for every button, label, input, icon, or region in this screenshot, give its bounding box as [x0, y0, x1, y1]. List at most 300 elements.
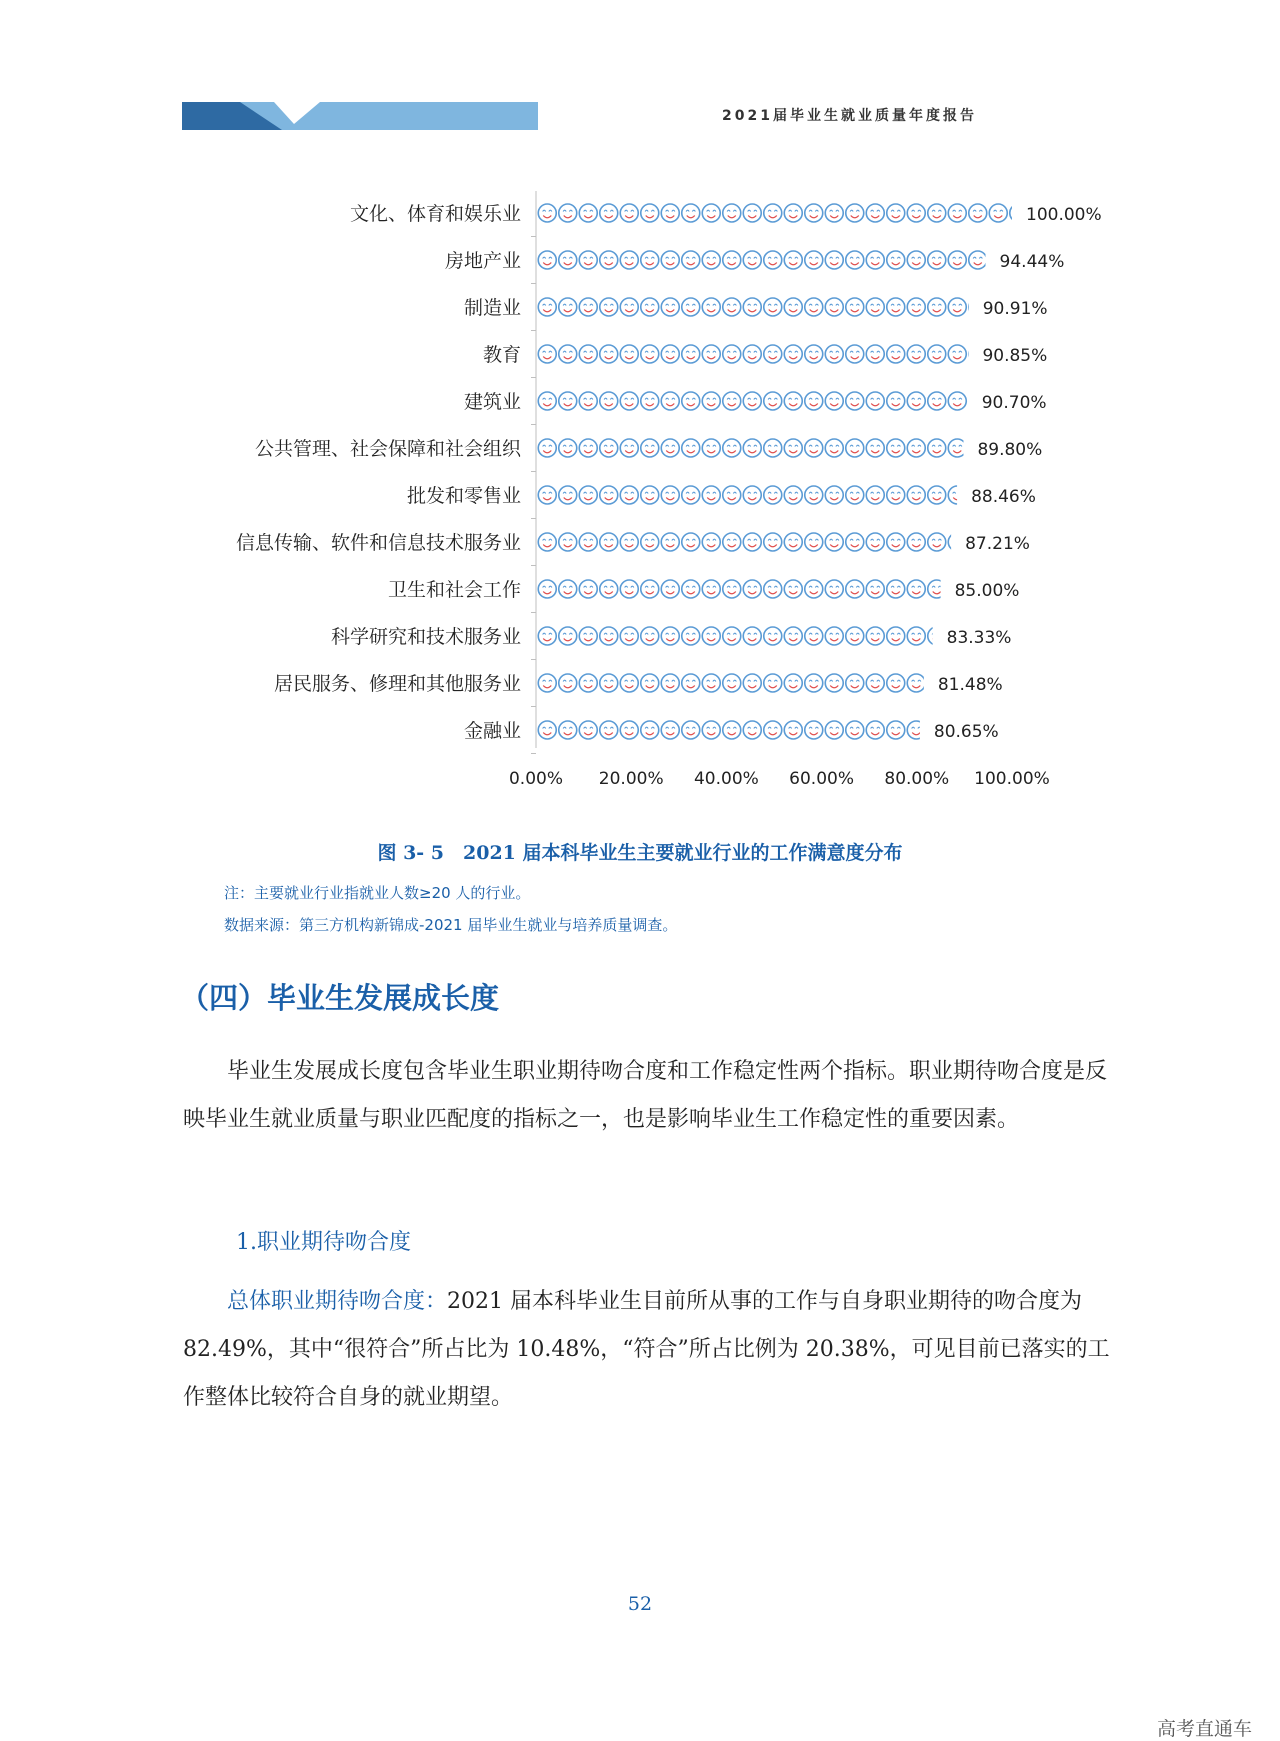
smiley-face-icon	[579, 298, 597, 316]
header-decor-band	[182, 102, 538, 130]
smiley-face-icon	[805, 298, 823, 316]
smiley-face-icon	[805, 627, 823, 645]
smiley-face-icon	[682, 627, 700, 645]
subsection-heading: 1.职业期待吻合度	[236, 1230, 411, 1255]
smiley-face-icon	[764, 721, 782, 739]
smiley-face-icon	[600, 204, 618, 222]
smiley-face-icon	[743, 580, 761, 598]
smiley-face-icon	[538, 533, 556, 551]
smiley-face-icon	[559, 298, 577, 316]
category-label: 教育	[482, 344, 521, 366]
smiley-face-icon	[600, 392, 618, 410]
value-label: 83.33%	[946, 628, 1012, 648]
smiley-face-icon	[559, 439, 577, 457]
smiley-face-icon	[989, 204, 1007, 222]
smiley-face-icon	[620, 674, 638, 692]
smiley-face-icon	[579, 392, 597, 410]
smiley-face-icon	[538, 439, 556, 457]
smiley-face-icon	[579, 721, 597, 739]
bar	[538, 627, 966, 645]
figure-note: 注：主要就业行业指就业人数≥20 人的行业。	[224, 884, 531, 902]
smiley-face-icon	[846, 533, 864, 551]
smiley-face-icon	[805, 674, 823, 692]
x-tick-label: 20.00%	[598, 769, 664, 789]
smiley-face-icon	[887, 627, 905, 645]
smiley-face-icon	[723, 251, 741, 269]
smiley-face-icon	[743, 674, 761, 692]
smiley-face-icon	[620, 298, 638, 316]
smiley-face-icon	[948, 486, 966, 504]
smiley-face-icon	[907, 580, 925, 598]
smiley-face-icon	[559, 721, 577, 739]
smiley-face-icon	[559, 486, 577, 504]
smiley-face-icon	[538, 298, 556, 316]
value-label: 88.46%	[971, 487, 1036, 507]
section-paragraph	[183, 1048, 1113, 1144]
smiley-face-icon	[743, 345, 761, 363]
smiley-face-icon	[620, 204, 638, 222]
smiley-face-icon	[907, 533, 925, 551]
smiley-face-icon	[764, 627, 782, 645]
x-tick-label: 100.00%	[974, 769, 1050, 789]
smiley-face-icon	[559, 533, 577, 551]
smiley-face-icon	[682, 251, 700, 269]
smiley-face-icon	[641, 251, 659, 269]
category-label: 科学研究和技术服务业	[330, 626, 521, 648]
smiley-face-icon	[661, 580, 679, 598]
smiley-face-icon	[805, 486, 823, 504]
smiley-face-icon	[743, 627, 761, 645]
smiley-face-icon	[825, 345, 843, 363]
smiley-face-icon	[846, 439, 864, 457]
smiley-face-icon	[620, 486, 638, 504]
smiley-face-icon	[846, 580, 864, 598]
bar	[538, 486, 987, 504]
smiley-face-icon	[682, 486, 700, 504]
smiley-face-icon	[948, 251, 966, 269]
smiley-face-icon	[579, 251, 597, 269]
smiley-face-icon	[784, 627, 802, 645]
category-label: 建筑业	[463, 391, 521, 413]
smiley-face-icon	[743, 204, 761, 222]
smiley-face-icon	[866, 627, 884, 645]
smiley-face-icon	[641, 298, 659, 316]
smiley-face-icon	[866, 345, 884, 363]
smiley-face-icon	[723, 580, 741, 598]
smiley-face-icon	[805, 580, 823, 598]
bar	[538, 580, 966, 598]
category-label: 信息传输、软件和信息技术服务业	[235, 532, 521, 554]
smiley-face-icon	[600, 251, 618, 269]
smiley-face-icon	[866, 674, 884, 692]
smiley-face-icon	[846, 627, 864, 645]
x-tick-label: 40.00%	[693, 769, 759, 789]
smiley-face-icon	[579, 204, 597, 222]
smiley-face-icon	[559, 345, 577, 363]
smiley-face-icon	[948, 204, 966, 222]
smiley-face-icon	[866, 580, 884, 598]
smiley-face-icon	[907, 392, 925, 410]
value-label: 94.44%	[999, 252, 1065, 272]
smiley-face-icon	[825, 580, 843, 598]
smiley-face-icon	[928, 204, 946, 222]
smiley-face-icon	[723, 533, 741, 551]
smiley-face-icon	[784, 721, 802, 739]
smiley-face-icon	[805, 439, 823, 457]
smiley-face-icon	[579, 533, 597, 551]
smiley-face-icon	[641, 392, 659, 410]
smiley-face-icon	[682, 439, 700, 457]
smiley-face-icon	[682, 392, 700, 410]
value-label: 90.85%	[982, 346, 1048, 366]
smiley-face-icon	[579, 580, 597, 598]
smiley-face-icon	[846, 721, 864, 739]
smiley-face-icon	[661, 251, 679, 269]
smiley-face-icon	[784, 486, 802, 504]
smiley-face-icon	[661, 345, 679, 363]
smiley-face-icon	[846, 674, 864, 692]
smiley-face-icon	[928, 439, 946, 457]
smiley-face-icon	[846, 486, 864, 504]
smiley-face-icon	[948, 298, 966, 316]
smiley-face-icon	[948, 345, 966, 363]
smiley-face-icon	[579, 345, 597, 363]
smiley-face-icon	[600, 674, 618, 692]
value-label: 100.00%	[1026, 205, 1102, 225]
smiley-face-icon	[887, 533, 905, 551]
smiley-face-icon	[887, 439, 905, 457]
smiley-face-icon	[600, 721, 618, 739]
smiley-face-icon	[846, 392, 864, 410]
smiley-face-icon	[702, 392, 720, 410]
smiley-face-icon	[538, 345, 556, 363]
smiley-face-icon	[579, 674, 597, 692]
smiley-face-icon	[661, 674, 679, 692]
smiley-face-icon	[907, 627, 925, 645]
smiley-face-icon	[702, 439, 720, 457]
bar	[538, 439, 987, 457]
smiley-face-icon	[764, 439, 782, 457]
smiley-face-icon	[723, 345, 741, 363]
bar	[538, 204, 1048, 222]
smiley-face-icon	[743, 486, 761, 504]
smiley-face-icon	[600, 298, 618, 316]
smiley-face-icon	[538, 486, 556, 504]
smiley-face-icon	[764, 204, 782, 222]
smiley-face-icon	[784, 533, 802, 551]
smiley-face-icon	[743, 251, 761, 269]
smiley-face-icon	[682, 345, 700, 363]
smiley-face-icon	[641, 674, 659, 692]
smiley-face-icon	[846, 204, 864, 222]
smiley-face-icon	[702, 580, 720, 598]
smiley-face-icon	[825, 392, 843, 410]
category-label: 制造业	[463, 297, 521, 319]
smiley-face-icon	[661, 298, 679, 316]
smiley-face-icon	[702, 298, 720, 316]
smiley-face-icon	[928, 627, 946, 645]
section-paragraph-text: 毕业生发展成长度包含毕业生职业期待吻合度和工作稳定性两个指标。职业期待吻合度是反映毕业生就业质量与职业匹配度的指标之一，也是影响毕业生工作稳定性的重要因素。	[183, 1059, 1108, 1132]
smiley-face-icon	[702, 627, 720, 645]
smiley-face-icon	[702, 486, 720, 504]
smiley-face-icon	[743, 439, 761, 457]
smiley-face-icon	[702, 533, 720, 551]
smiley-face-icon	[866, 721, 884, 739]
smiley-face-icon	[559, 580, 577, 598]
smiley-face-icon	[620, 721, 638, 739]
smiley-face-icon	[743, 533, 761, 551]
smiley-face-icon	[805, 345, 823, 363]
smiley-face-icon	[764, 298, 782, 316]
smiley-face-icon	[641, 721, 659, 739]
value-label: 90.70%	[981, 393, 1047, 413]
smiley-face-icon	[825, 439, 843, 457]
smiley-face-icon	[805, 533, 823, 551]
smiley-face-icon	[682, 674, 700, 692]
smiley-face-icon	[784, 298, 802, 316]
smiley-face-icon	[600, 486, 618, 504]
smiley-face-icon	[866, 204, 884, 222]
smiley-face-icon	[641, 486, 659, 504]
smiley-face-icon	[641, 533, 659, 551]
smiley-face-icon	[723, 721, 741, 739]
smiley-face-icon	[948, 392, 966, 410]
bar	[538, 533, 987, 551]
smiley-face-icon	[928, 486, 946, 504]
category-label: 批发和零售业	[406, 485, 521, 507]
smiley-face-icon	[641, 345, 659, 363]
smiley-face-icon	[579, 627, 597, 645]
smiley-face-icon	[538, 580, 556, 598]
smiley-face-icon	[846, 345, 864, 363]
bar	[538, 674, 946, 692]
report-title: 2021届毕业生就业质量年度报告	[722, 108, 977, 124]
value-label: 90.91%	[982, 299, 1048, 319]
smiley-face-icon	[743, 721, 761, 739]
smiley-face-icon	[702, 204, 720, 222]
smiley-face-icon	[579, 439, 597, 457]
smiley-face-icon	[600, 580, 618, 598]
smiley-face-icon	[948, 439, 966, 457]
smiley-face-icon	[866, 486, 884, 504]
smiley-face-icon	[887, 345, 905, 363]
smiley-face-icon	[764, 392, 782, 410]
smiley-face-icon	[702, 721, 720, 739]
bar	[538, 345, 1007, 363]
smiley-face-icon	[846, 251, 864, 269]
smiley-face-icon	[907, 486, 925, 504]
smiley-face-icon	[641, 627, 659, 645]
smiley-face-icon	[661, 204, 679, 222]
smiley-face-icon	[784, 392, 802, 410]
smiley-face-icon	[723, 392, 741, 410]
x-tick-label: 0.00%	[508, 769, 564, 789]
smiley-face-icon	[928, 392, 946, 410]
smiley-face-icon	[723, 486, 741, 504]
figure-caption: 图 3- 5 2021 届本科毕业生主要就业行业的工作满意度分布	[377, 842, 903, 864]
smiley-face-icon	[784, 674, 802, 692]
smiley-face-icon	[805, 204, 823, 222]
smiley-face-icon	[641, 580, 659, 598]
satisfaction-chart	[0, 180, 1280, 800]
category-label: 居民服务、修理和其他服务业	[273, 673, 521, 695]
watermark: 高考直通车	[1156, 1718, 1252, 1740]
smiley-face-icon	[702, 251, 720, 269]
smiley-face-icon	[764, 251, 782, 269]
smiley-face-icon	[825, 486, 843, 504]
smiley-face-icon	[620, 345, 638, 363]
smiley-face-icon	[764, 486, 782, 504]
smiley-face-icon	[805, 392, 823, 410]
smiley-face-icon	[887, 392, 905, 410]
smiley-face-icon	[948, 533, 966, 551]
smiley-face-icon	[661, 439, 679, 457]
smiley-face-icon	[682, 298, 700, 316]
smiley-face-icon	[620, 627, 638, 645]
smiley-face-icon	[600, 345, 618, 363]
category-label: 金融业	[463, 720, 521, 742]
smiley-face-icon	[887, 674, 905, 692]
data-source: 数据来源：第三方机构新锦成-2021 届毕业生就业与培养质量调查。	[224, 916, 678, 934]
bar	[538, 721, 946, 739]
smiley-face-icon	[907, 204, 925, 222]
smiley-face-icon	[702, 674, 720, 692]
smiley-face-icon	[825, 627, 843, 645]
smiley-face-icon	[969, 251, 987, 269]
smiley-face-icon	[559, 674, 577, 692]
smiley-face-icon	[620, 251, 638, 269]
x-tick-label: 60.00%	[789, 769, 855, 789]
smiley-face-icon	[743, 392, 761, 410]
smiley-face-icon	[764, 533, 782, 551]
smiley-face-icon	[559, 627, 577, 645]
smiley-face-icon	[682, 580, 700, 598]
category-label: 房地产业	[444, 250, 521, 272]
smiley-face-icon	[825, 721, 843, 739]
smiley-face-icon	[538, 251, 556, 269]
smiley-face-icon	[866, 392, 884, 410]
smiley-face-icon	[866, 298, 884, 316]
smiley-face-icon	[928, 533, 946, 551]
smiley-face-icon	[866, 439, 884, 457]
smiley-face-icon	[907, 721, 925, 739]
smiley-face-icon	[641, 439, 659, 457]
smiley-face-icon	[682, 204, 700, 222]
smiley-face-icon	[682, 721, 700, 739]
smiley-face-icon	[907, 439, 925, 457]
smiley-face-icon	[723, 204, 741, 222]
smiley-face-icon	[825, 204, 843, 222]
smiley-face-icon	[538, 674, 556, 692]
smiley-face-icon	[764, 345, 782, 363]
section-heading: （四）毕业生发展成长度	[180, 981, 500, 1015]
smiley-face-icon	[887, 204, 905, 222]
smiley-face-icon	[661, 486, 679, 504]
x-tick-label: 80.00%	[884, 769, 950, 789]
smiley-face-icon	[620, 533, 638, 551]
smiley-face-icon	[866, 251, 884, 269]
smiley-face-icon	[805, 251, 823, 269]
smiley-face-icon	[969, 204, 987, 222]
smiley-face-icon	[928, 298, 946, 316]
smiley-face-icon	[723, 627, 741, 645]
value-label: 80.65%	[933, 722, 999, 742]
smiley-face-icon	[907, 345, 925, 363]
category-label: 文化、体育和娱乐业	[349, 203, 521, 225]
smiley-face-icon	[784, 439, 802, 457]
page-number: 52	[627, 1593, 653, 1615]
smiley-face-icon	[764, 674, 782, 692]
smiley-face-icon	[538, 627, 556, 645]
smiley-face-icon	[538, 392, 556, 410]
smiley-face-icon	[538, 204, 556, 222]
smiley-face-icon	[907, 298, 925, 316]
smiley-face-icon	[825, 251, 843, 269]
smiley-face-icon	[661, 392, 679, 410]
smiley-face-icon	[723, 674, 741, 692]
smiley-face-icon	[600, 439, 618, 457]
value-label: 85.00%	[954, 581, 1020, 601]
category-label: 公共管理、社会保障和社会组织	[254, 438, 521, 460]
smiley-face-icon	[538, 721, 556, 739]
smiley-face-icon	[784, 251, 802, 269]
smiley-face-icon	[559, 392, 577, 410]
smiley-face-icon	[661, 533, 679, 551]
smiley-face-icon	[887, 721, 905, 739]
smiley-face-icon	[784, 580, 802, 598]
smiley-face-icon	[907, 251, 925, 269]
smiley-face-icon	[907, 674, 925, 692]
subsection-lead: 总体职业期待吻合度：	[227, 1289, 448, 1314]
smiley-face-icon	[641, 204, 659, 222]
smiley-face-icon	[784, 204, 802, 222]
bar	[538, 251, 1007, 269]
smiley-face-icon	[887, 251, 905, 269]
smiley-face-icon	[723, 298, 741, 316]
smiley-face-icon	[866, 533, 884, 551]
smiley-face-icon	[723, 439, 741, 457]
smiley-face-icon	[805, 721, 823, 739]
smiley-face-icon	[620, 439, 638, 457]
smiley-face-icon	[887, 486, 905, 504]
smiley-face-icon	[682, 533, 700, 551]
bar	[538, 298, 1007, 316]
smiley-face-icon	[579, 486, 597, 504]
smiley-face-icon	[600, 627, 618, 645]
smiley-face-icon	[887, 580, 905, 598]
subsection-paragraph	[183, 1278, 1113, 1422]
smiley-face-icon	[846, 298, 864, 316]
subsection-text: 2021 届本科毕业生目前所从事的工作与自身职业期待的吻合度为 82.49%，其中“很符合”所占比为 10.48%，“符合”所占比例为 20.38%，可见目前已落实的工作整体比较符合自身的就业期望。	[183, 1289, 1110, 1410]
smiley-face-icon	[887, 298, 905, 316]
smiley-face-icon	[702, 345, 720, 363]
value-label: 89.80%	[977, 440, 1043, 460]
smiley-face-icon	[743, 298, 761, 316]
value-label: 87.21%	[965, 534, 1030, 554]
smiley-face-icon	[661, 627, 679, 645]
smiley-face-icon	[600, 533, 618, 551]
smiley-face-icon	[928, 580, 946, 598]
category-label: 卫生和社会工作	[387, 579, 521, 601]
smiley-face-icon	[784, 345, 802, 363]
smiley-face-icon	[559, 204, 577, 222]
smiley-face-icon	[928, 251, 946, 269]
bar	[538, 392, 1007, 410]
smiley-face-icon	[559, 251, 577, 269]
smiley-face-icon	[825, 533, 843, 551]
smiley-face-icon	[825, 298, 843, 316]
smiley-face-icon	[620, 392, 638, 410]
